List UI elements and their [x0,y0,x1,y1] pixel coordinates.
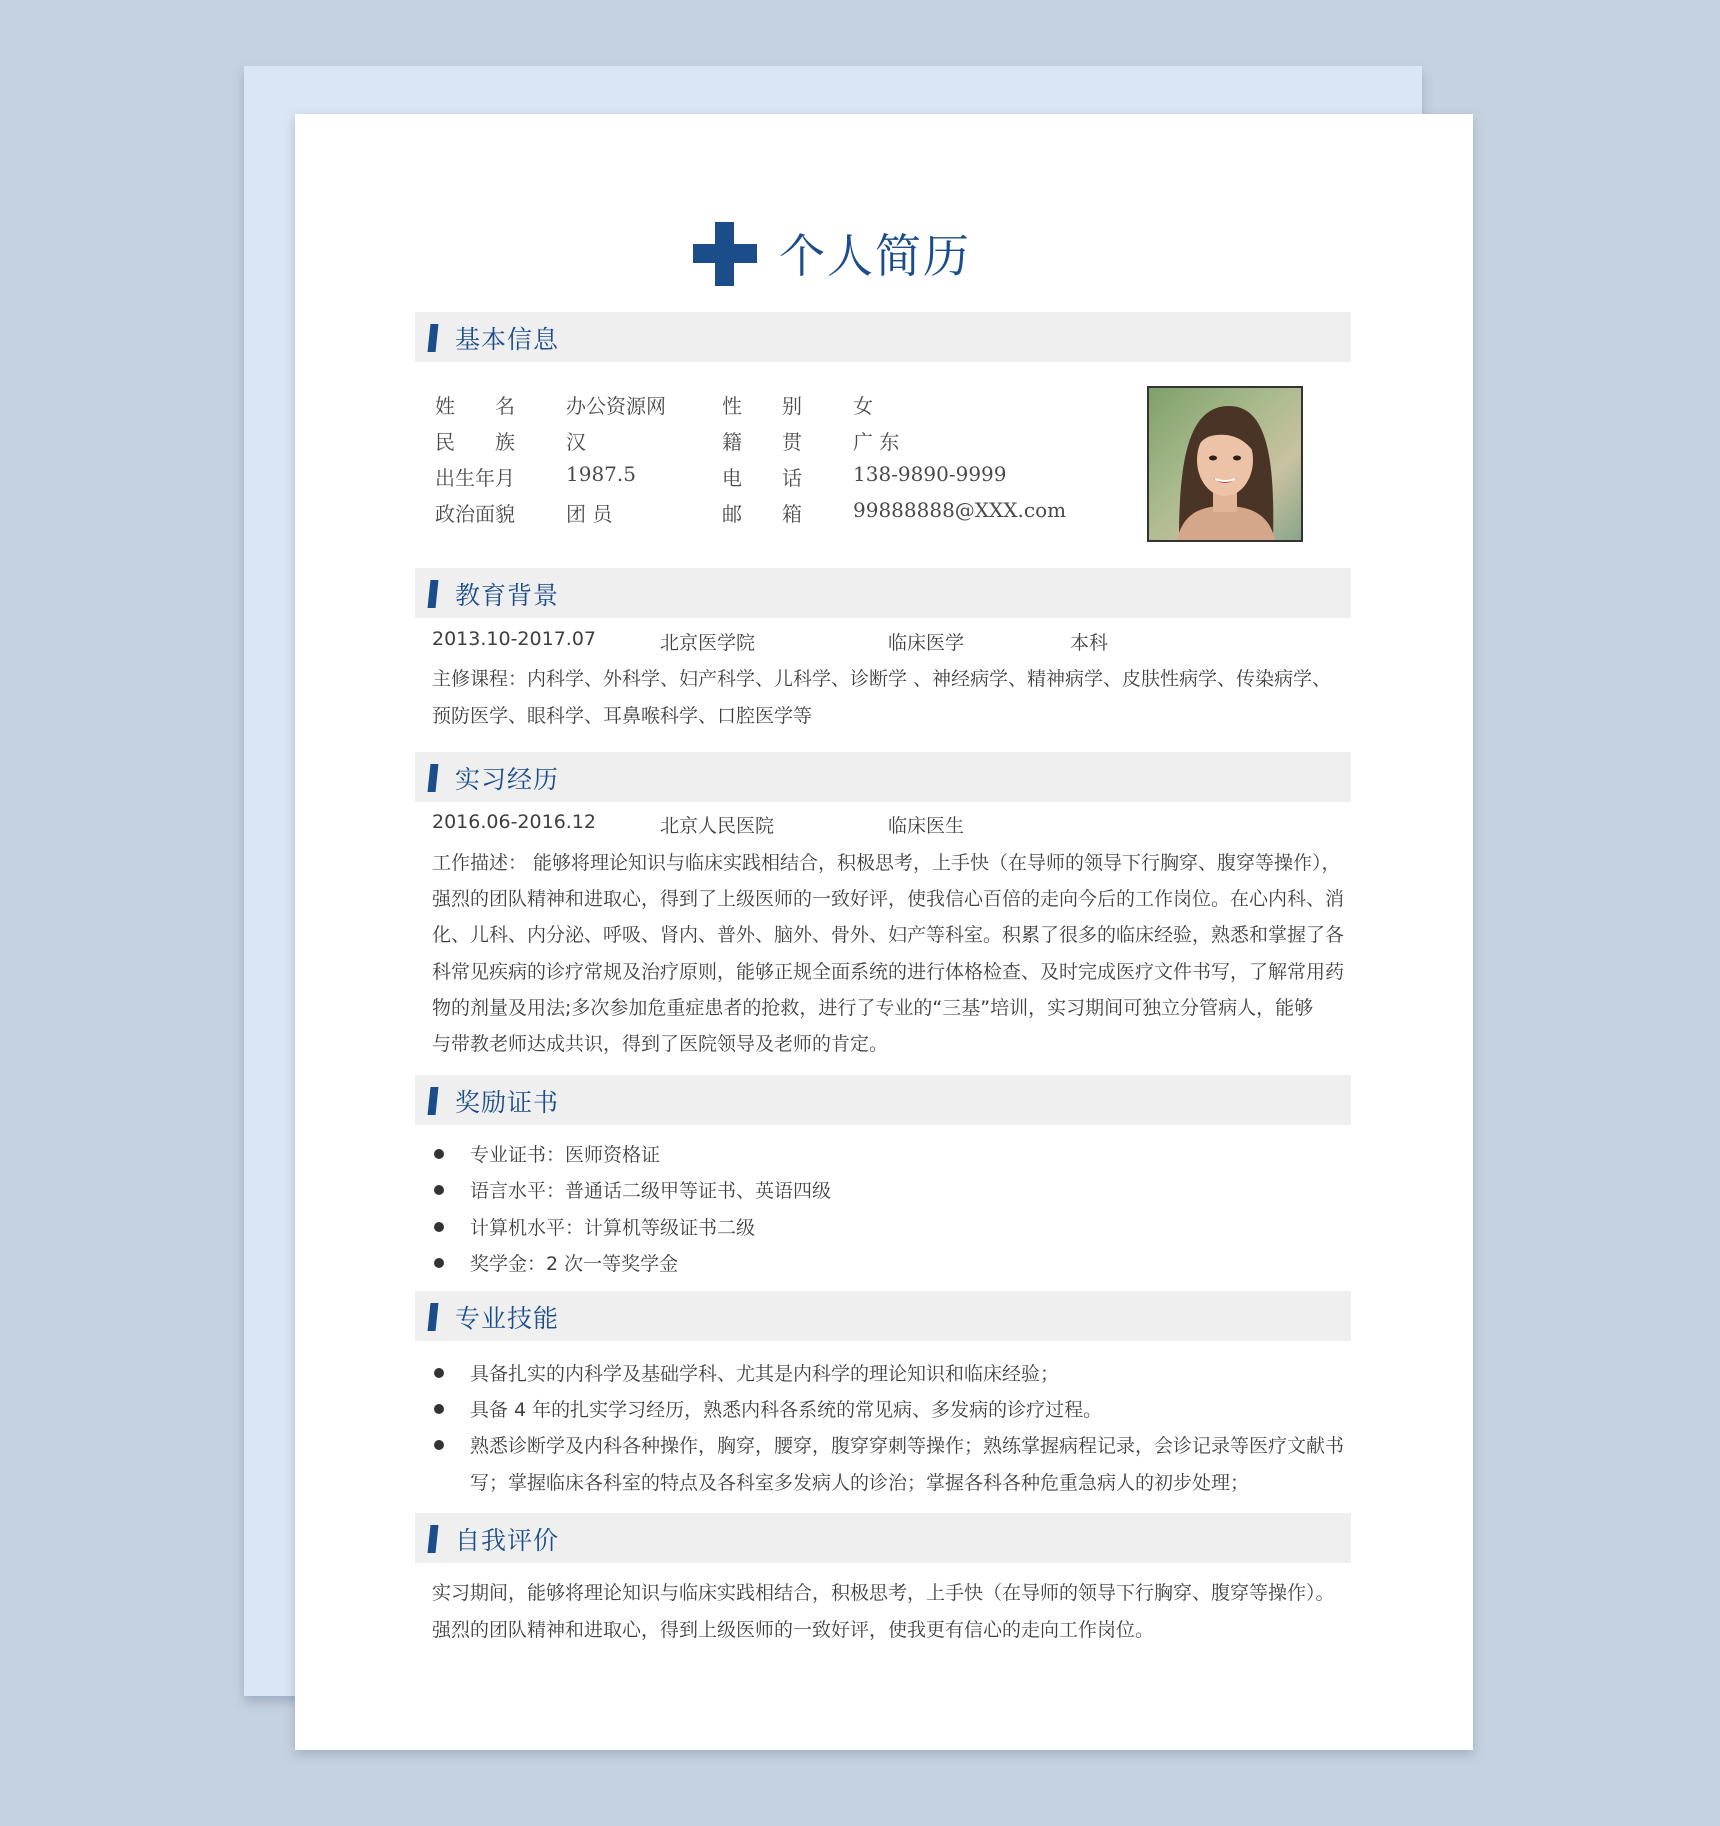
internship-desc-line: 科常见疾病的诊疗常规及治疗原则，能够正规全面系统的进行体格检查、及时完成医疗文件书写，了解常用药 [432,961,1345,983]
info-label: 出生年月 [435,466,515,490]
internship-hospital: 北京人民医院 [660,815,775,837]
section-header-skills [415,1291,1351,1341]
info-row [435,462,1075,492]
section-bar-icon [428,580,439,608]
education-major: 临床医学 [888,632,965,654]
bullet-dot-icon [434,1368,444,1378]
skill-text: 具备 4 年的扎实学习经历，熟悉内科各系统的常见病、多发病的诊疗过程。 [470,1399,1103,1421]
list-item [432,1140,1352,1170]
info-value-gender: 女 [853,394,873,418]
internship-desc-line: 化、儿科、内分泌、呼吸、肾内、普外、脑外、骨外、妇产等科室。积累了很多的临床经验，熟悉和掌握了各 [432,924,1345,946]
section-header-education [415,568,1351,618]
section-title-self-eval: 自我评价 [455,1526,560,1555]
skill-text: 具备扎实的内科学及基础学科、尤其是内科学的理论知识和临床经验； [470,1363,1060,1385]
info-row [435,390,1075,420]
resume-page [295,114,1473,1750]
info-value-birth: 1987.5 [566,462,636,486]
info-label: 性 别 [722,394,802,418]
bullet-dot-icon [434,1149,444,1159]
list-item [432,1359,1352,1389]
title-block [693,222,1093,302]
internship-desc-line: 强烈的团队精神和进取心，得到了上级医师的一致好评，使我信心百倍的走向今后的工作岗位。在心内科、消 [432,888,1345,910]
section-header-internship [415,752,1351,802]
info-value-hometown: 广 东 [853,430,900,454]
section-bar-icon [428,1525,439,1553]
internship-role: 临床医生 [888,815,965,837]
bullet-dot-icon [434,1404,444,1414]
skill-text: 写；掌握临床各科室的特点及各科室多发病人的诊治；掌握各科各种危重急病人的初步处理； [470,1472,1250,1494]
info-label: 籍 贯 [722,430,802,454]
list-item [432,1176,1352,1206]
education-entry [432,628,1332,658]
education-courses: 主修课程：内科学、外科学、妇产科学、儿科学、诊断学 、神经病学、精神病学、皮肤性病学、传染病学、 [432,668,1332,690]
bullet-dot-icon [434,1222,444,1232]
info-value-political: 团 员 [566,502,613,526]
info-value-email: 99888888@XXX.com [853,498,1067,522]
info-label: 邮 箱 [722,502,802,526]
section-title-internship: 实习经历 [455,765,560,794]
info-label: 电 话 [722,466,802,490]
info-value-phone: 138-9890-9999 [853,462,1007,486]
section-header-awards [415,1075,1351,1125]
education-courses: 预防医学、眼科学、耳鼻喉科学、口腔医学等 [432,705,813,727]
internship-desc-line: 与带教老师达成共识，得到了医院领导及老师的肯定。 [432,1033,889,1055]
profile-photo [1147,386,1303,542]
bullet-dot-icon [434,1258,444,1268]
section-title-basic: 基本信息 [455,325,560,354]
list-item-continuation [432,1468,1352,1498]
section-title-skills: 专业技能 [455,1304,560,1333]
info-row [435,498,1075,528]
internship-entry [432,811,1332,841]
section-bar-icon [428,1087,439,1115]
page-title: 个人简历 [779,229,971,283]
info-label: 民 族 [435,430,515,454]
award-text: 计算机水平：计算机等级证书二级 [470,1217,756,1239]
portrait-image [1149,388,1301,540]
section-header-self-eval [415,1513,1351,1563]
bullet-dot-icon [434,1440,444,1450]
self-eval-line: 实习期间，能够将理论知识与临床实践相结合，积极思考，上手快（在导师的领导下行胸穿、腹穿等操作）。 [432,1582,1335,1604]
section-bar-icon [428,324,439,352]
info-value-name: 办公资源网 [566,394,666,418]
info-label: 姓 名 [435,394,515,418]
list-item [432,1431,1352,1461]
info-value-ethnicity: 汉 [566,430,586,454]
education-school: 北京医学院 [660,632,756,654]
award-text: 专业证书：医师资格证 [470,1144,661,1166]
section-title-education: 教育背景 [455,581,560,610]
bullet-dot-icon [434,1185,444,1195]
internship-desc-line: 工作描述： 能够将理论知识与临床实践相结合，积极思考，上手快（在导师的领导下行胸穿、腹穿等操作）， [432,852,1341,874]
list-item [432,1213,1352,1243]
list-item [432,1249,1352,1279]
list-item [432,1395,1352,1425]
award-text: 奖学金：2 次一等奖学金 [470,1253,679,1275]
section-bar-icon [428,764,439,792]
skill-text: 熟悉诊断学及内科各种操作，胸穿，腰穿，腹穿穿刺等操作；熟练掌握病程记录，会诊记录等医疗文献书 [470,1435,1345,1457]
self-eval-line: 强烈的团队精神和进取心，得到上级医师的一致好评，使我更有信心的走向工作岗位。 [432,1619,1155,1641]
internship-desc-line: 物的剂量及用法;多次参加危重症患者的抢救，进行了专业的“三基”培训，实习期间可独立分管病人，能够 [432,997,1314,1019]
internship-period: 2016.06-2016.12 [432,811,596,833]
award-text: 语言水平：普通话二级甲等证书、英语四级 [470,1180,832,1202]
section-bar-icon [428,1303,439,1331]
info-row [435,426,1075,456]
section-header-basic [415,312,1351,362]
medical-cross-icon [693,222,757,286]
info-label: 政治面貌 [435,502,515,526]
education-degree: 本科 [1070,632,1109,654]
education-period: 2013.10-2017.07 [432,628,596,650]
section-title-awards: 奖励证书 [455,1088,560,1117]
